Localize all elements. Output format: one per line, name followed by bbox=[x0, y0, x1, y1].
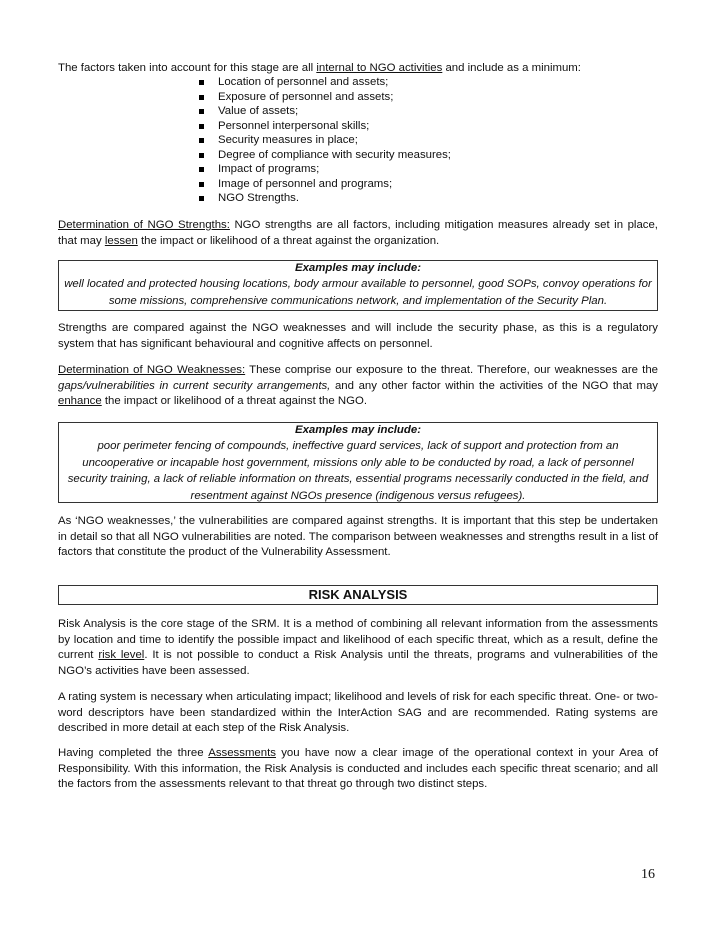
completed-text: Having completed the three bbox=[58, 747, 209, 759]
risk-analysis-paragraph bbox=[58, 617, 658, 679]
risk-text-end: . It is not possible to conduct a Risk Analysis until the threats, programs and vulnerabilities of the NGO’s activities have been assessed. bbox=[58, 649, 658, 677]
list-item: Impact of programs; bbox=[199, 162, 451, 177]
weaknesses-text-mid: and any other factor within the activities of the NGO that may bbox=[330, 379, 659, 392]
list-item: Personnel interpersonal skills; bbox=[199, 119, 451, 134]
weaknesses-summary-paragraph: As ‘NGO weaknesses,’ the vulnerabilities are compared against strengths. It is important that this step be undertaken in detail so that all NGO vulnerabilities are noted. The comparison between weaknesses and strengths result in a list of factors that constitute the product of the Vulnerability Assessment. bbox=[58, 515, 658, 558]
risk-text: Risk Analysis is the core stage of the SRM. It is a method of combining all relevant information from the assessments by location and time to identify the possible impact and likelihood of each specific threat, which as a result, define the current bbox=[58, 618, 658, 661]
examples-box-strengths bbox=[58, 260, 658, 311]
strengths-underlined: lessen bbox=[104, 234, 138, 247]
weaknesses-underlined: enhance bbox=[58, 395, 102, 407]
weaknesses-paragraph bbox=[58, 363, 658, 410]
completed-paragraph bbox=[58, 746, 658, 793]
weaknesses-italic: gaps/vulnerabilities in current security arrangements, bbox=[58, 379, 331, 392]
completed-underlined: Assessments bbox=[208, 747, 276, 759]
rating-paragraph: A rating system is necessary when articulating impact; likelihood and levels of risk for each specific threat. One- or two-word descriptors have been standardized within the InterAction SAG and are recommended. Rating systems are described in more detail at each step of the Risk Analysis. bbox=[58, 691, 658, 734]
strengths-text-end: the impact or likelihood of a threat against the organization. bbox=[137, 234, 440, 247]
list-item: Degree of compliance with security measures; bbox=[199, 148, 451, 163]
intro-underlined: internal to NGO activities bbox=[316, 62, 443, 74]
examples-title: Examples may include: bbox=[295, 424, 421, 436]
intro-text-end: and include as a minimum: bbox=[442, 62, 581, 74]
list-item: Exposure of personnel and assets; bbox=[199, 90, 451, 105]
list-item: Value of assets; bbox=[199, 104, 451, 119]
intro-text: The factors taken into account for this stage are all bbox=[58, 62, 317, 74]
factor-list bbox=[199, 75, 451, 206]
list-item: Location of personnel and assets; bbox=[199, 75, 451, 90]
list-item: NGO Strengths. bbox=[199, 191, 451, 206]
list-item: Security measures in place; bbox=[199, 133, 451, 148]
weaknesses-text-end: the impact or likelihood of a threat against the NGO. bbox=[101, 395, 368, 407]
risk-underlined: risk level bbox=[98, 649, 145, 661]
examples-body: poor perimeter fencing of compounds, ineffective guard services, lack of support and protection from an uncooperative or incapable host government, missions only able to be conducted by road, a lack of personnel security training, a lack of reliable information on threats, essential programs necessarily conducted in the field, and resentment against NGOs presence (indigenous versus refugees). bbox=[67, 440, 649, 502]
examples-title: Examples may include: bbox=[295, 262, 421, 274]
examples-body: well located and protected housing locations, body armour available to personnel, good SOPs, convoy operations for some missions, comprehensive communications network, and implementation of the Security Plan. bbox=[64, 278, 652, 307]
list-item: Image of personnel and programs; bbox=[199, 177, 451, 192]
weaknesses-text: These comprise our exposure to the threat. Therefore, our weaknesses are the bbox=[245, 364, 658, 376]
weaknesses-heading: Determination of NGO Weaknesses: bbox=[58, 364, 246, 376]
strengths-text: NGO strengths are all factors, including mitigation measures already set in place, that may bbox=[58, 219, 658, 247]
examples-box-weaknesses bbox=[58, 422, 658, 503]
section-heading: RISK ANALYSIS bbox=[58, 585, 658, 605]
strengths-heading: Determination of NGO Strengths: bbox=[58, 219, 230, 231]
page-number: 16 bbox=[641, 867, 655, 882]
strengths-paragraph bbox=[58, 218, 658, 249]
completed-text-end: you have now a clear image of the operational context in your Area of Responsibility. With this information, the Risk Analysis is conducted and includes each specific threat scenario; and all the factors from the assessments relevant to that threat go through two distinct steps. bbox=[58, 747, 658, 790]
strengths-compared-paragraph: Strengths are compared against the NGO weaknesses and will include the security phase, as this is a regulatory system that has significant behavioural and cognitive affects on personnel. bbox=[58, 322, 658, 350]
